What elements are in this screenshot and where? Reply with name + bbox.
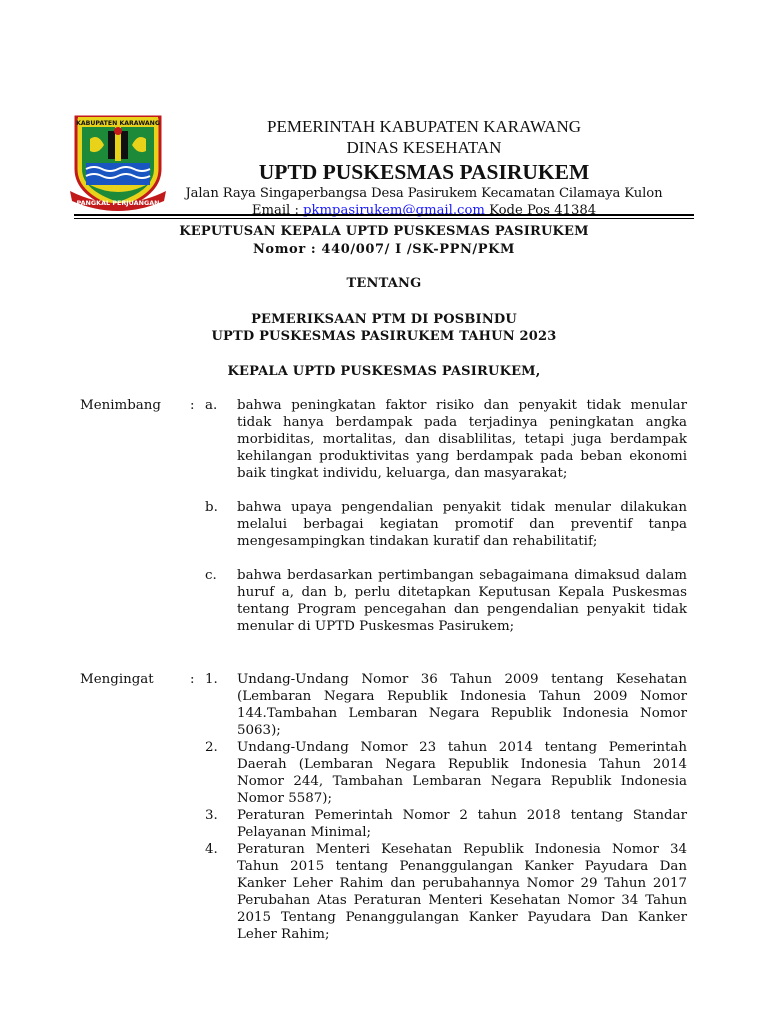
- decree-subject-line1: PEMERIKSAAN PTM DI POSBINDU: [251, 312, 517, 327]
- item-marker: b.: [205, 500, 218, 515]
- item-marker: a.: [205, 398, 218, 413]
- mengingat-item-4: [205, 841, 687, 943]
- item-text: Peraturan Pemerintah Nomor 2 tahun 2018 tentang Standar Pelayanan Minimal;: [237, 808, 687, 840]
- department-name: DINAS KESEHATAN: [346, 138, 502, 157]
- email-link[interactable]: pkmpasirukem@gmail.com: [303, 203, 485, 218]
- menimbang-item-b: [205, 499, 687, 550]
- item-marker: 2.: [205, 740, 218, 755]
- letterhead: [168, 116, 680, 219]
- menimbang-item-c: [205, 567, 687, 635]
- mengingat-colon: :: [190, 672, 195, 687]
- decree-issuer: KEPALA UPTD PUSKESMAS PASIRUKEM,: [227, 364, 541, 379]
- menimbang-item-a: [205, 397, 687, 482]
- mengingat-item-2: [205, 739, 687, 807]
- item-marker: c.: [205, 568, 217, 583]
- item-marker: 1.: [205, 672, 218, 687]
- item-text: Undang-Undang Nomor 23 tahun 2014 tentang Pemerintah Daerah (Lembaran Negara Republik Indonesia Tahun 2014 Nomor 244, Tambahan Lembaran Negara Republik Indonesia Nomor 5587);: [237, 740, 687, 806]
- item-text: bahwa berdasarkan pertimbangan sebagaimana dimaksud dalam huruf a, dan b, perlu ditetapkan Keputusan Kepala Puskesmas tentang Program pencegahan dan pengendalian penyakit tidak menular di UPTD Puskesmas Pasirukem;: [237, 568, 687, 634]
- decree-tentang: TENTANG: [346, 276, 422, 291]
- menimbang-colon: :: [190, 398, 195, 413]
- item-text: Peraturan Menteri Kesehatan Republik Indonesia Nomor 34 Tahun 2015 tentang Penanggulangan Kanker Payudara Dan Kanker Leher Rahim dan perubahannya Nomor 29 Tahun 2017 Perubahan Atas Peraturan Menteri Kesehatan Nomor 34 Tahun 2015 Tentang Penanggulangan Kanker Payudara Dan Kanker Leher Rahim;: [237, 842, 687, 942]
- government-name: PEMERINTAH KABUPATEN KARAWANG: [267, 117, 581, 136]
- decree-number: Nomor : 440/007/ I /SK-PPN/PKM: [252, 242, 516, 257]
- institution-name: UPTD PUSKESMAS PASIRUKEM: [258, 160, 590, 184]
- kabupaten-karawang-seal-icon: [68, 111, 168, 213]
- email-label: Email :: [251, 203, 299, 218]
- item-text: bahwa upaya pengendalian penyakit tidak menular dilakukan melalui berbagai kegiatan promotif dan preventif tanpa mengesampingkan tindakan kuratif dan rehabilitatif;: [237, 500, 687, 549]
- item-text: bahwa peningkatan faktor risiko dan penyakit tidak menular tidak hanya berdampak pada terjadinya peningkatan angka morbiditas, mortalitas, dan disablilitas, tetapi juga berdampak kehilangan produktivitas yang berdampak pada beban ekonomi baik tingkat individu, keluarga, dan masyarakat;: [237, 398, 687, 481]
- letterhead-divider: [74, 214, 694, 216]
- letterhead-divider-thin: [74, 218, 694, 219]
- contact-line: [168, 202, 680, 219]
- decree-title: KEPUTUSAN KEPALA UPTD PUSKESMAS PASIRUKEM: [179, 224, 589, 239]
- item-marker: 3.: [205, 808, 218, 823]
- seal-ring-text: KABUPATEN KARAWANG: [76, 120, 160, 127]
- mengingat-item-1: [205, 671, 687, 739]
- postcode: Kode Pos 41384: [489, 203, 597, 218]
- decree-subject-line2: UPTD PUSKESMAS PASIRUKEM TAHUN 2023: [211, 329, 557, 344]
- seal-ribbon-text: PANGKAL PERJUANGAN: [76, 199, 160, 207]
- item-marker: 4.: [205, 842, 218, 857]
- item-text: Undang-Undang Nomor 36 Tahun 2009 tentang Kesehatan (Lembaran Negara Republik Indonesia Tahun 2009 Nomor 144.Tambahan Lembaran Negara Republik Indonesia Nomor 5063);: [237, 672, 687, 738]
- address: Jalan Raya Singaperbangsa Desa Pasirukem Kecamatan Cilamaya Kulon: [185, 186, 663, 201]
- mengingat-label: Mengingat: [80, 672, 154, 687]
- menimbang-label: Menimbang: [80, 398, 161, 413]
- mengingat-item-3: [205, 807, 687, 841]
